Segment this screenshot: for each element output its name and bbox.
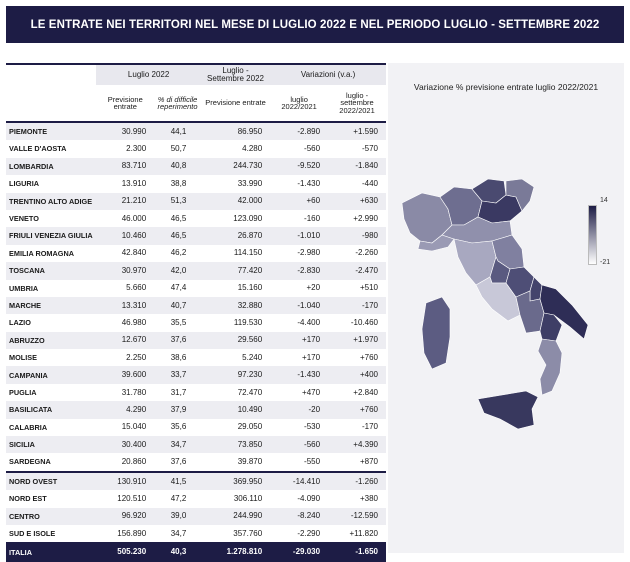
cell-prev2: 42.000 — [201, 193, 270, 210]
cell-prev2: 77.420 — [201, 262, 270, 279]
cell-diff: 35,5 — [170, 317, 187, 327]
table-header-columns — [6, 85, 386, 122]
cell-var2: -12.590 — [328, 508, 386, 525]
cell-var2: +870 — [359, 457, 378, 467]
cell-prev: 505.230 — [96, 542, 154, 562]
cell-prev2: 72.470 — [237, 387, 263, 397]
header-col-difficile: % di difficile reperimento — [157, 94, 198, 111]
header-group-periodo: Luglio - Settembre 2022 — [201, 64, 270, 85]
cell-var2: +2.990 — [353, 213, 378, 223]
cell-region: ABRUZZO — [6, 332, 96, 349]
cell-prev: 31.780 — [121, 387, 147, 397]
header-col-region — [6, 85, 96, 122]
cell-prev2: 73.850 — [201, 436, 270, 453]
cell-prev: 39.600 — [96, 366, 154, 383]
table-row — [6, 158, 386, 175]
table-row — [6, 525, 386, 542]
cell-prev2: 29.050 — [237, 422, 263, 432]
cell-region: VALLE D'AOSTA — [9, 144, 67, 154]
cell-prev2: 86.950 — [201, 122, 270, 140]
cell-diff: 37,6 — [170, 457, 187, 467]
cell-region: BASILICATA — [6, 401, 96, 418]
map-title-text: Variazione % previsione entrate luglio 2022/2021 — [413, 82, 599, 92]
cell-prev: 4.290 — [96, 401, 154, 418]
cell-var2: +760 — [328, 401, 386, 418]
cell-diff: 47,4 — [170, 283, 187, 293]
cell-prev2: 123.090 — [233, 213, 263, 223]
cell-var1: -1.430 — [270, 366, 328, 383]
cell-var2: -570 — [361, 144, 378, 154]
cell-prev: 15.040 — [121, 422, 147, 432]
cell-var1: -160 — [304, 213, 321, 223]
cell-prev: 96.920 — [96, 508, 154, 525]
cell-prev2: 97.230 — [201, 366, 270, 383]
cell-var2: -170 — [328, 297, 386, 314]
cell-region: UMBRIA — [9, 283, 39, 293]
cell-prev: 5.660 — [126, 283, 147, 293]
cell-region: SARDEGNA — [9, 457, 51, 467]
map-region-calabria — [538, 339, 562, 395]
cell-region: CALABRIA — [9, 422, 48, 432]
cell-diff: 42,0 — [154, 262, 201, 279]
cell-var2: +380 — [359, 493, 378, 503]
cell-prev2: 32.880 — [201, 297, 270, 314]
cell-prev: 10.460 — [96, 227, 154, 244]
cell-prev2: 369.950 — [201, 472, 270, 490]
cell-prev: 30.990 — [96, 122, 154, 140]
cell-prev2: 357.760 — [233, 528, 263, 538]
cell-var2: -1.260 — [328, 472, 386, 490]
cell-region: LOMBARDIA — [6, 158, 96, 175]
cell-var1: +170 — [270, 332, 328, 349]
cell-diff: 47,2 — [170, 493, 187, 503]
table-row — [6, 472, 386, 490]
table-row — [6, 384, 386, 401]
cell-region: EMILIA ROMAGNA — [9, 248, 74, 258]
cell-region: PIEMONTE — [6, 122, 96, 140]
entrate-table-container — [6, 63, 386, 562]
cell-var1: -560 — [270, 436, 328, 453]
cell-prev: 42.840 — [121, 248, 147, 258]
cell-prev: 21.210 — [96, 193, 154, 210]
cell-diff: 31,7 — [170, 387, 187, 397]
cell-diff: 39,0 — [154, 508, 201, 525]
cell-var2: +510 — [359, 283, 378, 293]
cell-var1: -20 — [270, 401, 328, 418]
cell-region: LIGURIA — [9, 179, 39, 189]
cell-region: FRIULI VENEZIA GIULIA — [6, 227, 96, 244]
cell-var2: -1.650 — [328, 542, 386, 562]
table-row — [6, 366, 386, 383]
cell-prev2: 244.730 — [201, 158, 270, 175]
cell-var1: -2.830 — [270, 262, 328, 279]
cell-region: PUGLIA — [9, 387, 37, 397]
italy-choropleth-map — [392, 173, 592, 493]
table-row — [6, 193, 386, 210]
header-col-var-periodo: luglio - settembre 2022/2021 — [339, 90, 375, 115]
table-row — [6, 210, 386, 227]
cell-region: SICILIA — [6, 436, 96, 453]
cell-region: LAZIO — [9, 318, 31, 328]
cell-prev: 30.970 — [96, 262, 154, 279]
cell-prev2: 1.278.810 — [201, 542, 270, 562]
legend-min-label: -21 — [600, 259, 611, 266]
table-header-groups — [6, 64, 386, 85]
table-row — [6, 332, 386, 349]
cell-var1: -2.980 — [297, 248, 321, 258]
cell-var2: +400 — [328, 366, 386, 383]
table-row — [6, 490, 386, 507]
cell-var1: -2.890 — [270, 122, 328, 140]
cell-var1: -4.090 — [297, 493, 321, 503]
header-group-variazioni: Variazioni (v.a.) — [270, 64, 386, 85]
cell-var2: -1.840 — [328, 158, 386, 175]
cell-var1: -14.410 — [270, 472, 328, 490]
cell-region: TOSCANA — [6, 262, 96, 279]
cell-prev2: 119.530 — [233, 317, 263, 327]
cell-prev: 2.250 — [126, 352, 147, 362]
page-title: LE ENTRATE NEI TERRITORI NEL MESE DI LUGLIO 2022 E NEL PERIODO LUGLIO - SETTEMBRE 2022 — [30, 18, 600, 31]
cell-var2: +11.820 — [349, 528, 378, 538]
cell-prev2: 39.870 — [237, 457, 263, 467]
cell-diff: 38,8 — [170, 178, 187, 188]
cell-prev2: 5.240 — [242, 352, 263, 362]
cell-var1: -530 — [304, 422, 321, 432]
cell-diff: 37,9 — [154, 401, 201, 418]
entrate-table — [6, 63, 386, 562]
cell-diff: 50,7 — [170, 144, 187, 154]
cell-prev2: 26.870 — [201, 227, 270, 244]
cell-var1: +20 — [306, 283, 321, 293]
cell-prev: 20.860 — [121, 457, 147, 467]
cell-var1: +470 — [302, 387, 321, 397]
cell-diff: 40,3 — [154, 542, 201, 562]
cell-var2: -440 — [361, 178, 378, 188]
page-title-banner — [6, 6, 624, 43]
table-row — [6, 262, 386, 279]
cell-prev2: 15.160 — [237, 283, 263, 293]
cell-var2: -2.470 — [328, 262, 386, 279]
cell-diff: 44,1 — [154, 122, 201, 140]
cell-var2: +1.590 — [328, 122, 386, 140]
header-blank — [6, 64, 96, 85]
cell-prev: 46.980 — [121, 317, 147, 327]
cell-region: SUD E ISOLE — [9, 529, 56, 539]
table-body-total — [6, 542, 386, 562]
cell-diff: 40,8 — [154, 158, 201, 175]
cell-var2: +4.390 — [328, 436, 386, 453]
cell-region: MARCHE — [6, 297, 96, 314]
table-row — [6, 175, 386, 192]
table-row — [6, 453, 386, 471]
map-region-sardegna — [422, 297, 450, 369]
table-row — [6, 349, 386, 366]
cell-prev2: 306.110 — [233, 493, 263, 503]
cell-region: VENETO — [9, 214, 39, 223]
map-title — [388, 81, 624, 94]
cell-var1: -550 — [304, 457, 321, 467]
cell-region: TRENTINO ALTO ADIGE — [6, 193, 96, 210]
cell-diff: 35,6 — [170, 422, 187, 432]
cell-region: CAMPANIA — [6, 366, 96, 383]
cell-prev: 130.910 — [96, 472, 154, 490]
table-row — [6, 140, 386, 157]
cell-prev: 120.510 — [117, 493, 147, 503]
cell-var2: -2.260 — [355, 248, 378, 258]
cell-var2: -170 — [361, 422, 378, 432]
cell-var2: +1.970 — [328, 332, 386, 349]
table-body-regions — [6, 122, 386, 472]
cell-var1: -560 — [304, 144, 321, 154]
table-row — [6, 245, 386, 262]
cell-region: NORD OVEST — [6, 472, 96, 490]
cell-prev2: 114.150 — [233, 248, 263, 258]
cell-region: CENTRO — [6, 508, 96, 525]
header-col-previsione-periodo: Previsione entrate — [205, 98, 266, 108]
cell-var2: +2.840 — [353, 387, 378, 397]
cell-var1: +60 — [270, 193, 328, 210]
cell-prev2: 10.490 — [201, 401, 270, 418]
table-row — [6, 297, 386, 314]
cell-prev2: 29.560 — [201, 332, 270, 349]
cell-diff: 33,7 — [154, 366, 201, 383]
table-row-total — [6, 542, 386, 562]
cell-diff: 34,7 — [154, 436, 201, 453]
legend-max-label: 14 — [600, 197, 608, 204]
table-row — [6, 419, 386, 436]
table-row — [6, 508, 386, 525]
map-region-sicilia — [478, 391, 538, 429]
cell-var2: -10.460 — [350, 317, 378, 327]
cell-var2: +760 — [359, 352, 378, 362]
cell-var1: -4.400 — [297, 317, 321, 327]
cell-prev: 30.400 — [96, 436, 154, 453]
cell-prev: 13.910 — [121, 178, 147, 188]
cell-prev2: 33.990 — [237, 178, 263, 188]
map-panel — [388, 63, 624, 553]
cell-diff: 46,5 — [170, 213, 187, 223]
cell-region: ITALIA — [6, 542, 96, 562]
cell-diff: 51,3 — [154, 193, 201, 210]
header-col-previsione: Previsione entrate — [107, 94, 143, 111]
cell-var1: -1.010 — [270, 227, 328, 244]
cell-prev: 12.670 — [96, 332, 154, 349]
cell-prev: 83.710 — [96, 158, 154, 175]
cell-region: MOLISE — [9, 353, 37, 363]
cell-diff: 46,5 — [154, 227, 201, 244]
cell-diff: 34,7 — [170, 528, 187, 538]
cell-var1: -29.030 — [270, 542, 328, 562]
cell-prev2: 244.990 — [201, 508, 270, 525]
cell-prev: 13.310 — [96, 297, 154, 314]
table-row — [6, 436, 386, 453]
cell-var2: -980 — [328, 227, 386, 244]
cell-var1: -9.520 — [270, 158, 328, 175]
table-row — [6, 314, 386, 331]
header-group-luglio: Luglio 2022 — [96, 64, 201, 85]
table-row — [6, 401, 386, 418]
cell-var1: +170 — [302, 352, 321, 362]
cell-diff: 46,2 — [170, 248, 187, 258]
cell-var1: -1.430 — [297, 178, 321, 188]
cell-diff: 40,7 — [154, 297, 201, 314]
cell-diff: 41,5 — [154, 472, 201, 490]
cell-var1: -8.240 — [270, 508, 328, 525]
cell-prev2: 4.280 — [242, 144, 263, 154]
cell-var1: -1.040 — [270, 297, 328, 314]
table-row — [6, 280, 386, 297]
cell-var2: +630 — [328, 193, 386, 210]
cell-prev: 2.300 — [126, 144, 147, 154]
cell-prev: 46.000 — [121, 213, 147, 223]
cell-diff: 38,6 — [170, 352, 187, 362]
cell-diff: 37,6 — [154, 332, 201, 349]
cell-var1: -2.290 — [297, 528, 321, 538]
cell-region: NORD EST — [9, 494, 47, 504]
cell-prev: 156.890 — [117, 528, 147, 538]
table-row — [6, 227, 386, 244]
header-col-var-luglio: luglio 2022/2021 — [281, 94, 317, 111]
table-body-areas — [6, 472, 386, 543]
table-row — [6, 122, 386, 140]
